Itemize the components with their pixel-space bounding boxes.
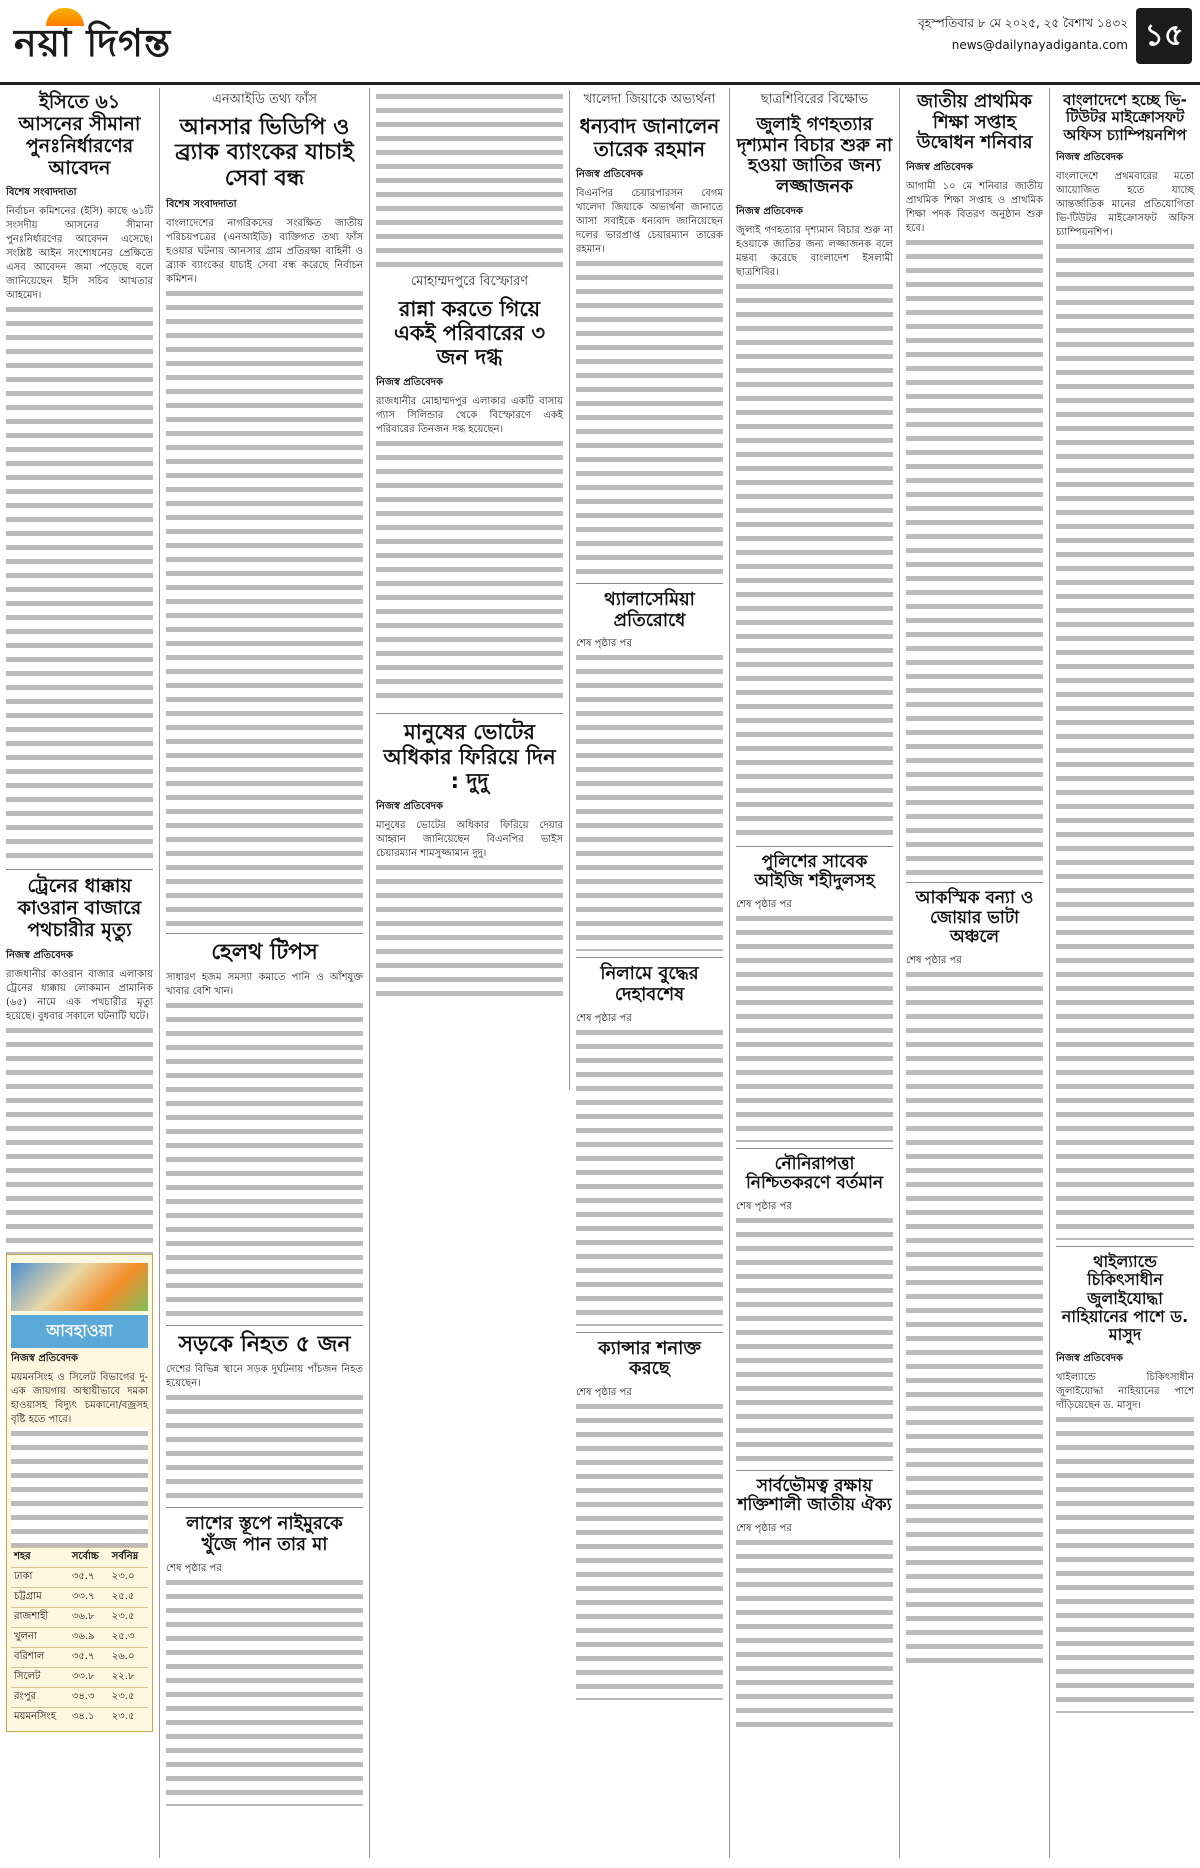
date-line: বৃহস্পতিবার ৮ মে ২০২৫, ২৫ বৈশাখ ১৪৩২ xyxy=(918,16,1128,30)
headline[interactable]: রান্না করতে গিয়ে একই পরিবারের ৩ জন দগ্ধ xyxy=(394,297,545,370)
page-number: ১৫ xyxy=(1136,8,1192,64)
article-body: মানুষের ভোটের অধিকার ফিরিয়ে দেয়ার আহ্বান জানিয়েছেন বিএনপির ভাইস চেয়ারম্যান শামসুজ্জামান দুদু। xyxy=(376,819,563,859)
article-continuation xyxy=(736,1536,893,1736)
headline[interactable]: লাশের স্তূপে নাইমুরকে খুঁজে পান তার মা xyxy=(186,1513,343,1556)
article-body: বিএনপির চেয়ারপারসন বেগম খালেদা জিয়াকে অভ্যর্থনা জানাতে আসা সবাইকে ধন্যবাদ জানিয়েছেন দলের ভারপ্রাপ্ত চেয়ারম্যান তারেক রহমান। xyxy=(576,188,723,255)
headline[interactable]: নিলামে বুদ্ধের দেহাবশেষ xyxy=(600,963,699,1006)
column-1 xyxy=(0,88,160,1858)
headline[interactable]: জাতীয় প্রাথমিক শিক্ষা সপ্তাহ উদ্বোধন শনিবার xyxy=(916,91,1033,154)
masthead xyxy=(0,0,1200,85)
weather-cell-min: সর্বনিম্ন xyxy=(109,1547,148,1567)
kicker: এনআইডি তথ্য ফাঁস xyxy=(212,92,317,107)
weather-cell-min: ২৫.৫ xyxy=(109,1587,148,1607)
column-7 xyxy=(1050,88,1200,1858)
headline[interactable]: হেলথ টিপস xyxy=(211,939,318,965)
article-continuation xyxy=(1056,1413,1194,1713)
article-continuation xyxy=(376,861,563,1001)
article-continuation xyxy=(736,1214,893,1464)
headline[interactable]: ইসিতে ৬১ আসনের সীমানা পুনঃনির্ধারণের আবেদন xyxy=(18,91,141,179)
weather-box xyxy=(6,1254,153,1732)
weather-cell-max: ৩৪.১ xyxy=(69,1707,109,1727)
byline: নিজস্ব প্রতিবেদক xyxy=(376,800,444,812)
weather-title: আবহাওয়া xyxy=(11,1315,148,1348)
byline: নিজস্ব প্রতিবেদক xyxy=(736,205,804,217)
article-continuation xyxy=(166,1576,363,1806)
weather-cell-min: ২২.৮ xyxy=(109,1667,148,1687)
article-continuation xyxy=(166,1391,363,1501)
headline[interactable]: বাংলাদেশে হচ্ছে ভি-টিউটর মাইক্রোসফট অফিস চ্যাম্পিয়নশিপ xyxy=(1063,91,1187,144)
article-continuation xyxy=(576,1400,723,1700)
column-3 xyxy=(370,90,570,1090)
headline[interactable]: থাইল্যান্ডে চিকিৎসাধীন জুলাইযোদ্ধা নাহিয়ানের পাশে ড. মাসুদ xyxy=(1061,1251,1189,1345)
weather-cell-city: খুলনা xyxy=(11,1627,69,1647)
column-2 xyxy=(160,88,370,1858)
headline[interactable]: পুলিশের সাবেক আইজি শহীদুলসহ xyxy=(754,851,875,892)
weather-cell-city: বরিশাল xyxy=(11,1647,69,1667)
weather-cell-min: ২৫.৩ xyxy=(109,1627,148,1647)
article-continuation xyxy=(576,1026,723,1326)
weather-cell-max: ৩৫.৭ xyxy=(69,1567,109,1587)
article-continuation xyxy=(166,287,363,927)
headline[interactable]: আনসার ভিডিপি ও ব্র্যাক ব্যাংকের যাচাই সেবা বন্ধ xyxy=(175,115,354,191)
article-body: বাংলাদেশের নাগরিকদের সংরক্ষিত জাতীয় পরিচয়পত্রের (এনআইডি) ব্যক্তিগত তথ্য ফাঁস হওয়ার ঘটনায় আনসার গ্রাম প্রতিরক্ষা বাহিনী ও ব্র্যাক ব্যাংকের যাচাই সেবা বন্ধ করেছে নির্বাচন কমিশন। xyxy=(166,217,363,285)
byline: নিজস্ব প্রতিবেদক xyxy=(376,377,444,389)
byline: বিশেষ সংবাদদাতা xyxy=(166,198,237,210)
byline: নিজস্ব প্রতিবেদক xyxy=(6,949,74,961)
weather-cell-max: ৩৩.৮ xyxy=(69,1667,109,1687)
article-continuation xyxy=(376,90,563,270)
article-body: থাইল্যান্ডে চিকিৎসাধীন জুলাইযোদ্ধা নাহিয়ানের পাশে দাঁড়িয়েছেন ড. মাসুদ। xyxy=(1056,1371,1194,1411)
article-body: রাজধানীর মোহাম্মদপুর এলাকার একটি বাসায় গ্যাস সিলিন্ডার থেকে বিস্ফোরণে একই পরিবারের তিনজন দগ্ধ হয়েছেন। xyxy=(376,396,563,436)
headline[interactable]: ক্যান্সার শনাক্ত করছে xyxy=(598,1337,701,1380)
weather-cell-city: রাজশাহী xyxy=(11,1607,69,1627)
article-continuation xyxy=(376,437,563,707)
table-row xyxy=(11,1547,148,1567)
article-body: নির্বাচন কমিশনের (ইসি) কাছে ৬১টি সংসদীয় আসনের সীমানা পুনঃনির্ধারণের আবেদন এসেছে। সংশ্লিষ্ট আইন সংশোধনের প্রেক্ষিতে এসব আবেদন জমা পড়েছে বলে জানিয়েছেন ইসি সচিব আখতার আহমেদ। xyxy=(6,206,153,302)
weather-cell-min: ২৬.০ xyxy=(109,1647,148,1667)
headline[interactable]: ধন্যবাদ জানালেন তারেক রহমান xyxy=(579,114,720,161)
weather-continuation xyxy=(11,1427,148,1547)
table-row xyxy=(11,1647,148,1667)
article-continuation xyxy=(576,257,723,577)
byline: নিজস্ব প্রতিবেদক xyxy=(1056,151,1124,163)
weather-cell-min: ২৩.৫ xyxy=(109,1607,148,1627)
article-continuation xyxy=(6,1024,153,1254)
kicker: ছাত্রশিবিরের বিক্ষোভ xyxy=(760,92,869,107)
article-body: জুলাই গণহত্যার দৃশ্যমান বিচার শুরু না হওয়াকে জাতির জন্য লজ্জাজনক বলে মন্তব্য করেছে বাংলাদেশ ইসলামী ছাত্রশিবির। xyxy=(736,224,893,278)
weather-cell-city: সিলেট xyxy=(11,1667,69,1687)
table-row xyxy=(11,1707,148,1727)
byline: নিজস্ব প্রতিবেদক xyxy=(906,162,974,174)
headline[interactable]: থ্যালাসেমিয়া প্রতিরোধে xyxy=(604,589,695,631)
newspaper-logo[interactable]: নয়া দিগন্ত xyxy=(14,21,172,65)
byline: নিজস্ব প্রতিবেদক xyxy=(1056,1352,1124,1364)
article-body: শেষ পৃষ্ঠার পর xyxy=(166,1562,222,1574)
article-body: দেশের বিভিন্ন স্থানে সড়ক দুর্ঘটনায় পাঁচজন নিহত হয়েছেন। xyxy=(166,1364,363,1390)
article-continuation xyxy=(736,280,893,840)
byline: নিজস্ব প্রতিবেদক xyxy=(11,1352,79,1364)
article-body: বাংলাদেশে প্রথমবারের মতো আয়োজিত হতে যাচ্ছে আন্তর্জাতিক মানের প্রতিযোগিতা ভি-টিউটর মাইক্রোসফট অফিস চ্যাম্পিয়নশিপ। xyxy=(1056,170,1194,238)
kicker: খালেদা জিয়াকে অভ্যর্থনা xyxy=(583,92,716,107)
article-body: আগামী ১০ মে শনিবার জাতীয় প্রাথমিক শিক্ষা সপ্তাহ ও প্রাথমিক শিক্ষা পদক বিতরণ অনুষ্ঠান শুরু হবে। xyxy=(906,181,1043,235)
article-continuation xyxy=(906,236,1043,876)
headline[interactable]: সার্বভৌমত্ব রক্ষায় শক্তিশালী জাতীয় ঐক্য xyxy=(737,1475,892,1516)
article-body: সাধারণ হজম সমস্যা কমাতে পানি ও আঁশযুক্ত খাবার বেশি খান। xyxy=(166,972,363,998)
table-row xyxy=(11,1687,148,1707)
article-continuation xyxy=(1056,240,1194,1240)
weather-cell-min: ২৩.০ xyxy=(109,1567,148,1587)
weather-table xyxy=(11,1547,148,1727)
table-row xyxy=(11,1627,148,1647)
headline[interactable]: ট্রেনের ধাক্কায় কাওরান বাজারে পথচারীর মৃত্যু xyxy=(17,875,142,942)
column-5 xyxy=(730,88,900,1858)
article-body: শেষ পৃষ্ঠার পর xyxy=(736,898,792,910)
weather-cell-max: ৩৬.৯ xyxy=(69,1627,109,1647)
column-6 xyxy=(900,88,1050,1858)
website-link[interactable]: news@dailynayadiganta.com xyxy=(951,38,1128,52)
byline: বিশেষ সংবাদদাতা xyxy=(6,187,77,199)
weather-cell-min: ২৩.৫ xyxy=(109,1687,148,1707)
headline[interactable]: নৌনিরাপত্তা নিশ্চিতকরণে বর্তমান xyxy=(745,1153,884,1194)
article-body: শেষ পৃষ্ঠার পর xyxy=(736,1523,792,1535)
article-body: শেষ পৃষ্ঠার পর xyxy=(576,638,632,650)
table-row xyxy=(11,1607,148,1627)
weather-cell-city: শহর xyxy=(11,1547,69,1567)
table-row xyxy=(11,1567,148,1587)
weather-text: ময়মনসিংহ ও সিলেট বিভাগের দু-এক জায়গায় অস্থায়ীভাবে দমকা হাওয়াসহ বিদ্যুৎ চমকানো/বজ্রসহ বৃষ্টি হতে পারে। xyxy=(11,1371,148,1425)
weather-cell-max: ৩৪.৩ xyxy=(69,1687,109,1707)
weather-cell-max: ৩৩.৭ xyxy=(69,1587,109,1607)
weather-cell-city: ময়মনসিংহ xyxy=(11,1707,69,1727)
weather-cell-max: ৩৬.৮ xyxy=(69,1607,109,1627)
article-continuation xyxy=(906,968,1043,1668)
byline: নিজস্ব প্রতিবেদক xyxy=(576,169,644,180)
weather-cell-min: ২৩.৫ xyxy=(109,1707,148,1727)
article-continuation xyxy=(166,999,363,1319)
article-body: শেষ পৃষ্ঠার পর xyxy=(576,1012,632,1024)
article-body: রাজধানীর কাওরান বাজার এলাকায় ট্রেনের ধাক্কায় লোকমান প্রামানিক (৬৫) নামে এক পথচারীর মৃত্যু হয়েছে। বুধবার সকালে ঘটনাটি ঘটে। xyxy=(6,968,153,1022)
weather-cell-city: ঢাকা xyxy=(11,1567,69,1587)
article-body: শেষ পৃষ্ঠার পর xyxy=(906,954,962,966)
rainbow-image xyxy=(11,1263,148,1311)
weather-cell-city: রংপুর xyxy=(11,1687,69,1707)
weather-cell-max: ৩৫.৭ xyxy=(69,1647,109,1667)
column-4 xyxy=(570,88,730,1858)
headline[interactable]: মানুষের ভোটের অধিকার ফিরিয়ে দিন : দুদু xyxy=(383,720,556,793)
headline[interactable]: আকস্মিক বন্যা ও জোয়ার ভাটা অঞ্চলে xyxy=(915,888,1034,948)
article-body: শেষ পৃষ্ঠার পর xyxy=(736,1200,792,1212)
headline[interactable]: সড়কে নিহত ৫ জন xyxy=(178,1332,351,1358)
article-continuation xyxy=(576,651,723,951)
article-continuation xyxy=(736,912,893,1142)
article-body: শেষ পৃষ্ঠার পর xyxy=(576,1387,632,1399)
table-row xyxy=(11,1667,148,1687)
kicker: মোহাম্মদপুরে বিস্ফোরণ xyxy=(410,274,529,289)
article-continuation xyxy=(6,303,153,863)
header-info xyxy=(918,12,1128,56)
weather-cell-max: সর্বোচ্চ xyxy=(69,1547,109,1567)
headline[interactable]: জুলাই গণহত্যার দৃশ্যমান বিচার শুরু না হওয়া জাতির জন্য লজ্জাজনক xyxy=(736,114,893,198)
weather-cell-city: চট্টগ্রাম xyxy=(11,1587,69,1607)
table-row xyxy=(11,1587,148,1607)
